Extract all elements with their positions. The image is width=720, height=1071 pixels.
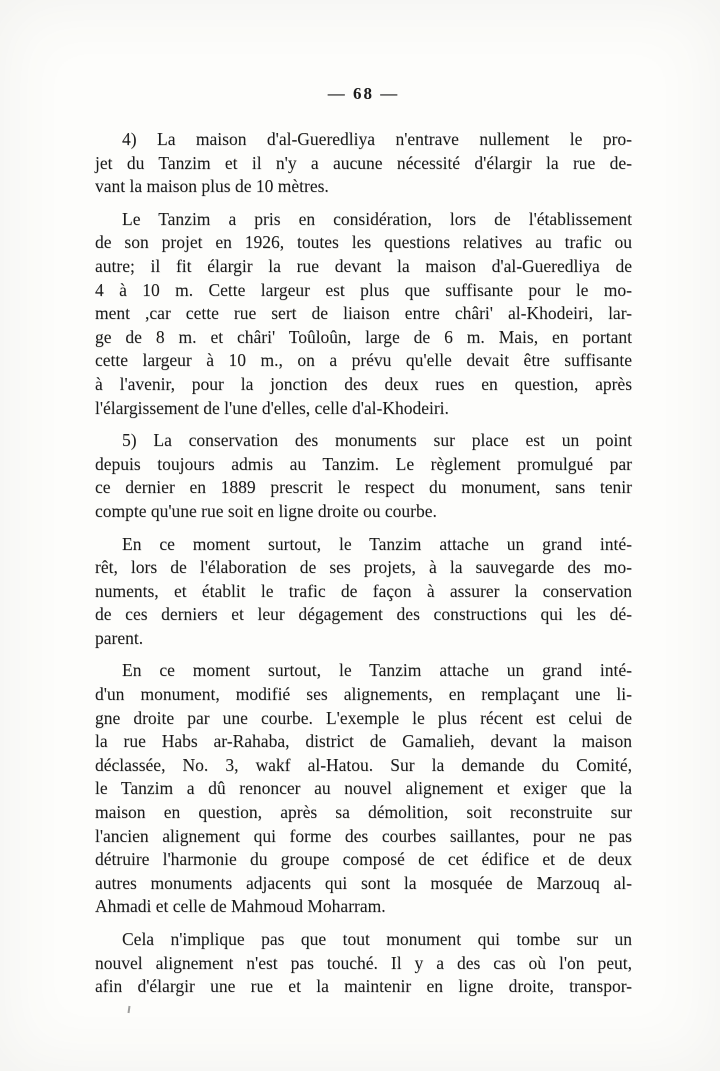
text-line: déclassée, No. 3, wakf al-Hatou. Sur la demande du Comité, [95,754,632,775]
text-line: En ce moment surtout, le Tanzim attache un grand inté- [122,660,632,681]
text-line: l'ancien alignement qui forme des courbes saillantes, pour ne pas [95,825,632,846]
text-line: ge de 8 m. et châri' Toûloûn, large de 6 m. Mais, en portant [95,326,632,347]
text-line: ce dernier en 1889 prescrit le respect du monument, sans tenir [95,477,632,498]
paragraph [95,128,632,199]
paragraph [95,429,632,523]
text-line: autre; il fit élargir la rue devant la maison d'al-Gueredliya de [95,255,632,276]
text-line: compte qu'une rue soit en ligne droite ou courbe. [95,500,437,521]
text-line: depuis toujours admis au Tanzim. Le règlement promulgué par [95,453,632,474]
text-line: rêt, lors de l'élaboration de ses projets, à la sauvegarde des mo- [95,557,632,578]
text-line: de ces derniers et leur dégagement des constructions qui les dé- [95,604,632,625]
text-line: afin d'élargir une rue et la maintenir en ligne droite, transpor- [95,976,632,997]
text-line: le Tanzim a dû renoncer au nouvel alignement et exiger que la [95,778,632,799]
text-line: 4 à 10 m. Cette largeur est plus que suffisante pour le mo- [95,279,632,300]
text-line: Le Tanzim a pris en considération, lors de l'établissement [122,208,632,229]
text-line: 4) La maison d'al-Gueredliya n'entrave nullement le pro- [122,129,632,149]
text-line: vant la maison plus de 10 mètres. [95,176,329,197]
paragraph [95,659,632,919]
scan-artifact [128,1006,131,1013]
page-number: — 68 — [327,84,400,103]
text-line: autres monuments adjacents qui sont la mosquée de Marzouq al- [95,872,632,893]
text-line: maison en question, après sa démolition, soit reconstruite sur [95,802,632,823]
text-line: à l'avenir, pour la jonction des deux rues en question, après [95,373,632,394]
text-block [95,128,632,1008]
text-line: En ce moment surtout, le Tanzim attache un grand inté- [122,533,632,554]
paragraph [95,208,632,420]
text-line: ment ,car cette rue sert de liaison entre châri' al-Khodeiri, lar- [95,303,632,324]
text-line: Cela n'implique pas que tout monument qui tombe sur un [122,929,632,949]
text-line: Ahmadi et celle de Mahmoud Moharram. [95,896,386,917]
text-line: numents, et établit le trafic de façon à assurer la conservation [95,580,632,601]
text-line: détruire l'harmonie du groupe composé de cet édifice et de deux [95,849,632,870]
text-line: l'élargissement de l'une d'elles, celle d'al-Khodeiri. [95,397,449,418]
paragraph [95,533,632,651]
text-line: de son projet en 1926, toutes les questions relatives au trafic ou [95,232,632,253]
paragraph [95,928,632,999]
text-line: la rue Habs ar-Rahaba, district de Gamalieh, devant la maison [95,731,632,752]
text-line: 5) La conservation des monuments sur place est un point [122,430,632,451]
text-line: cette largeur à 10 m., on a prévu qu'elle devait être suffisante [95,350,632,371]
text-line: parent. [95,627,144,648]
text-line: d'un monument, modifié ses alignements, en remplaçant une li- [95,684,632,705]
text-line: jet du Tanzim et il n'y a aucune nécessité d'élargir la rue de- [95,152,632,173]
text-line: nouvel alignement n'est pas touché. Il y a des cas où l'on peut, [95,952,632,973]
text-line: gne droite par une courbe. L'exemple le plus récent est celui de [95,707,632,728]
